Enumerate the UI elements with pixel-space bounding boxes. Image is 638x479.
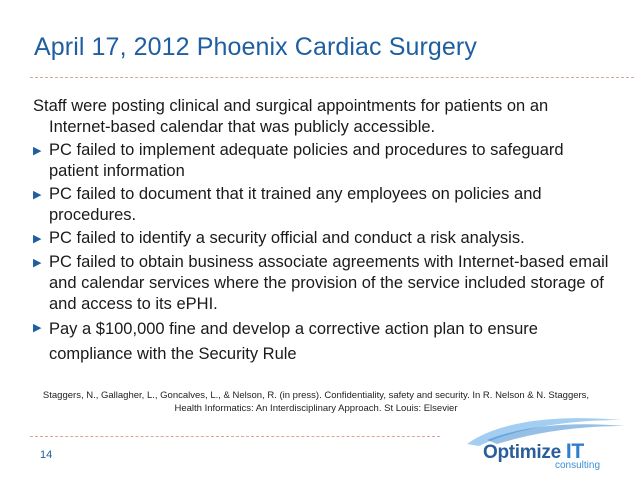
slide-body (33, 96, 613, 369)
intro-paragraph: Staff were posting clinical and surgical appointments for patients on an Internet-based calendar that was publicly accessible. (33, 97, 549, 136)
citation: Staggers, N., Gallagher, L., Goncalves, L., & Nelson, R. (in press). Confidentiality, safety and security. In R. Nelson & N. Staggers, Health Informatics: An Interdisciplinary Approach. St Louis: Elsevier (42, 390, 590, 414)
footer-divider (30, 436, 440, 437)
bullet-text: PC failed to identify a security official and conduct a risk analysis. (49, 229, 525, 247)
company-logo (455, 414, 630, 472)
triangle-right-icon: ▶ (33, 257, 42, 269)
bullet-text: Pay a $100,000 fine and develop a corrective action plan to ensure compliance with the Security Rule (49, 320, 538, 363)
bullet-item (33, 140, 613, 182)
bullet-text: PC failed to implement adequate policies and procedures to safeguard patient information (49, 141, 564, 180)
logo-subtitle: consulting (555, 460, 601, 471)
bullet-text: PC failed to obtain business associate agreements with Internet-based email and calendar services where the provision of the service included storage of and access to its ePHI. (49, 253, 609, 313)
bullet-item (33, 184, 613, 226)
triangle-right-icon: ▶ (33, 233, 42, 245)
page-number: 14 (40, 449, 53, 461)
slide-title: April 17, 2012 Phoenix Cardiac Surgery (34, 33, 477, 61)
triangle-right-icon: ▶ (33, 145, 42, 157)
logo-name-part2: IT (565, 440, 584, 463)
logo-name-part1: Optimize (483, 442, 561, 463)
bullet-item (33, 228, 613, 250)
bullet-item (33, 317, 613, 367)
triangle-right-icon: ▶ (33, 322, 42, 334)
title-divider (30, 77, 634, 78)
bullet-item (33, 252, 613, 315)
triangle-right-icon: ▶ (33, 189, 42, 201)
bullet-text: PC failed to document that it trained any employees on policies and procedures. (49, 185, 542, 224)
